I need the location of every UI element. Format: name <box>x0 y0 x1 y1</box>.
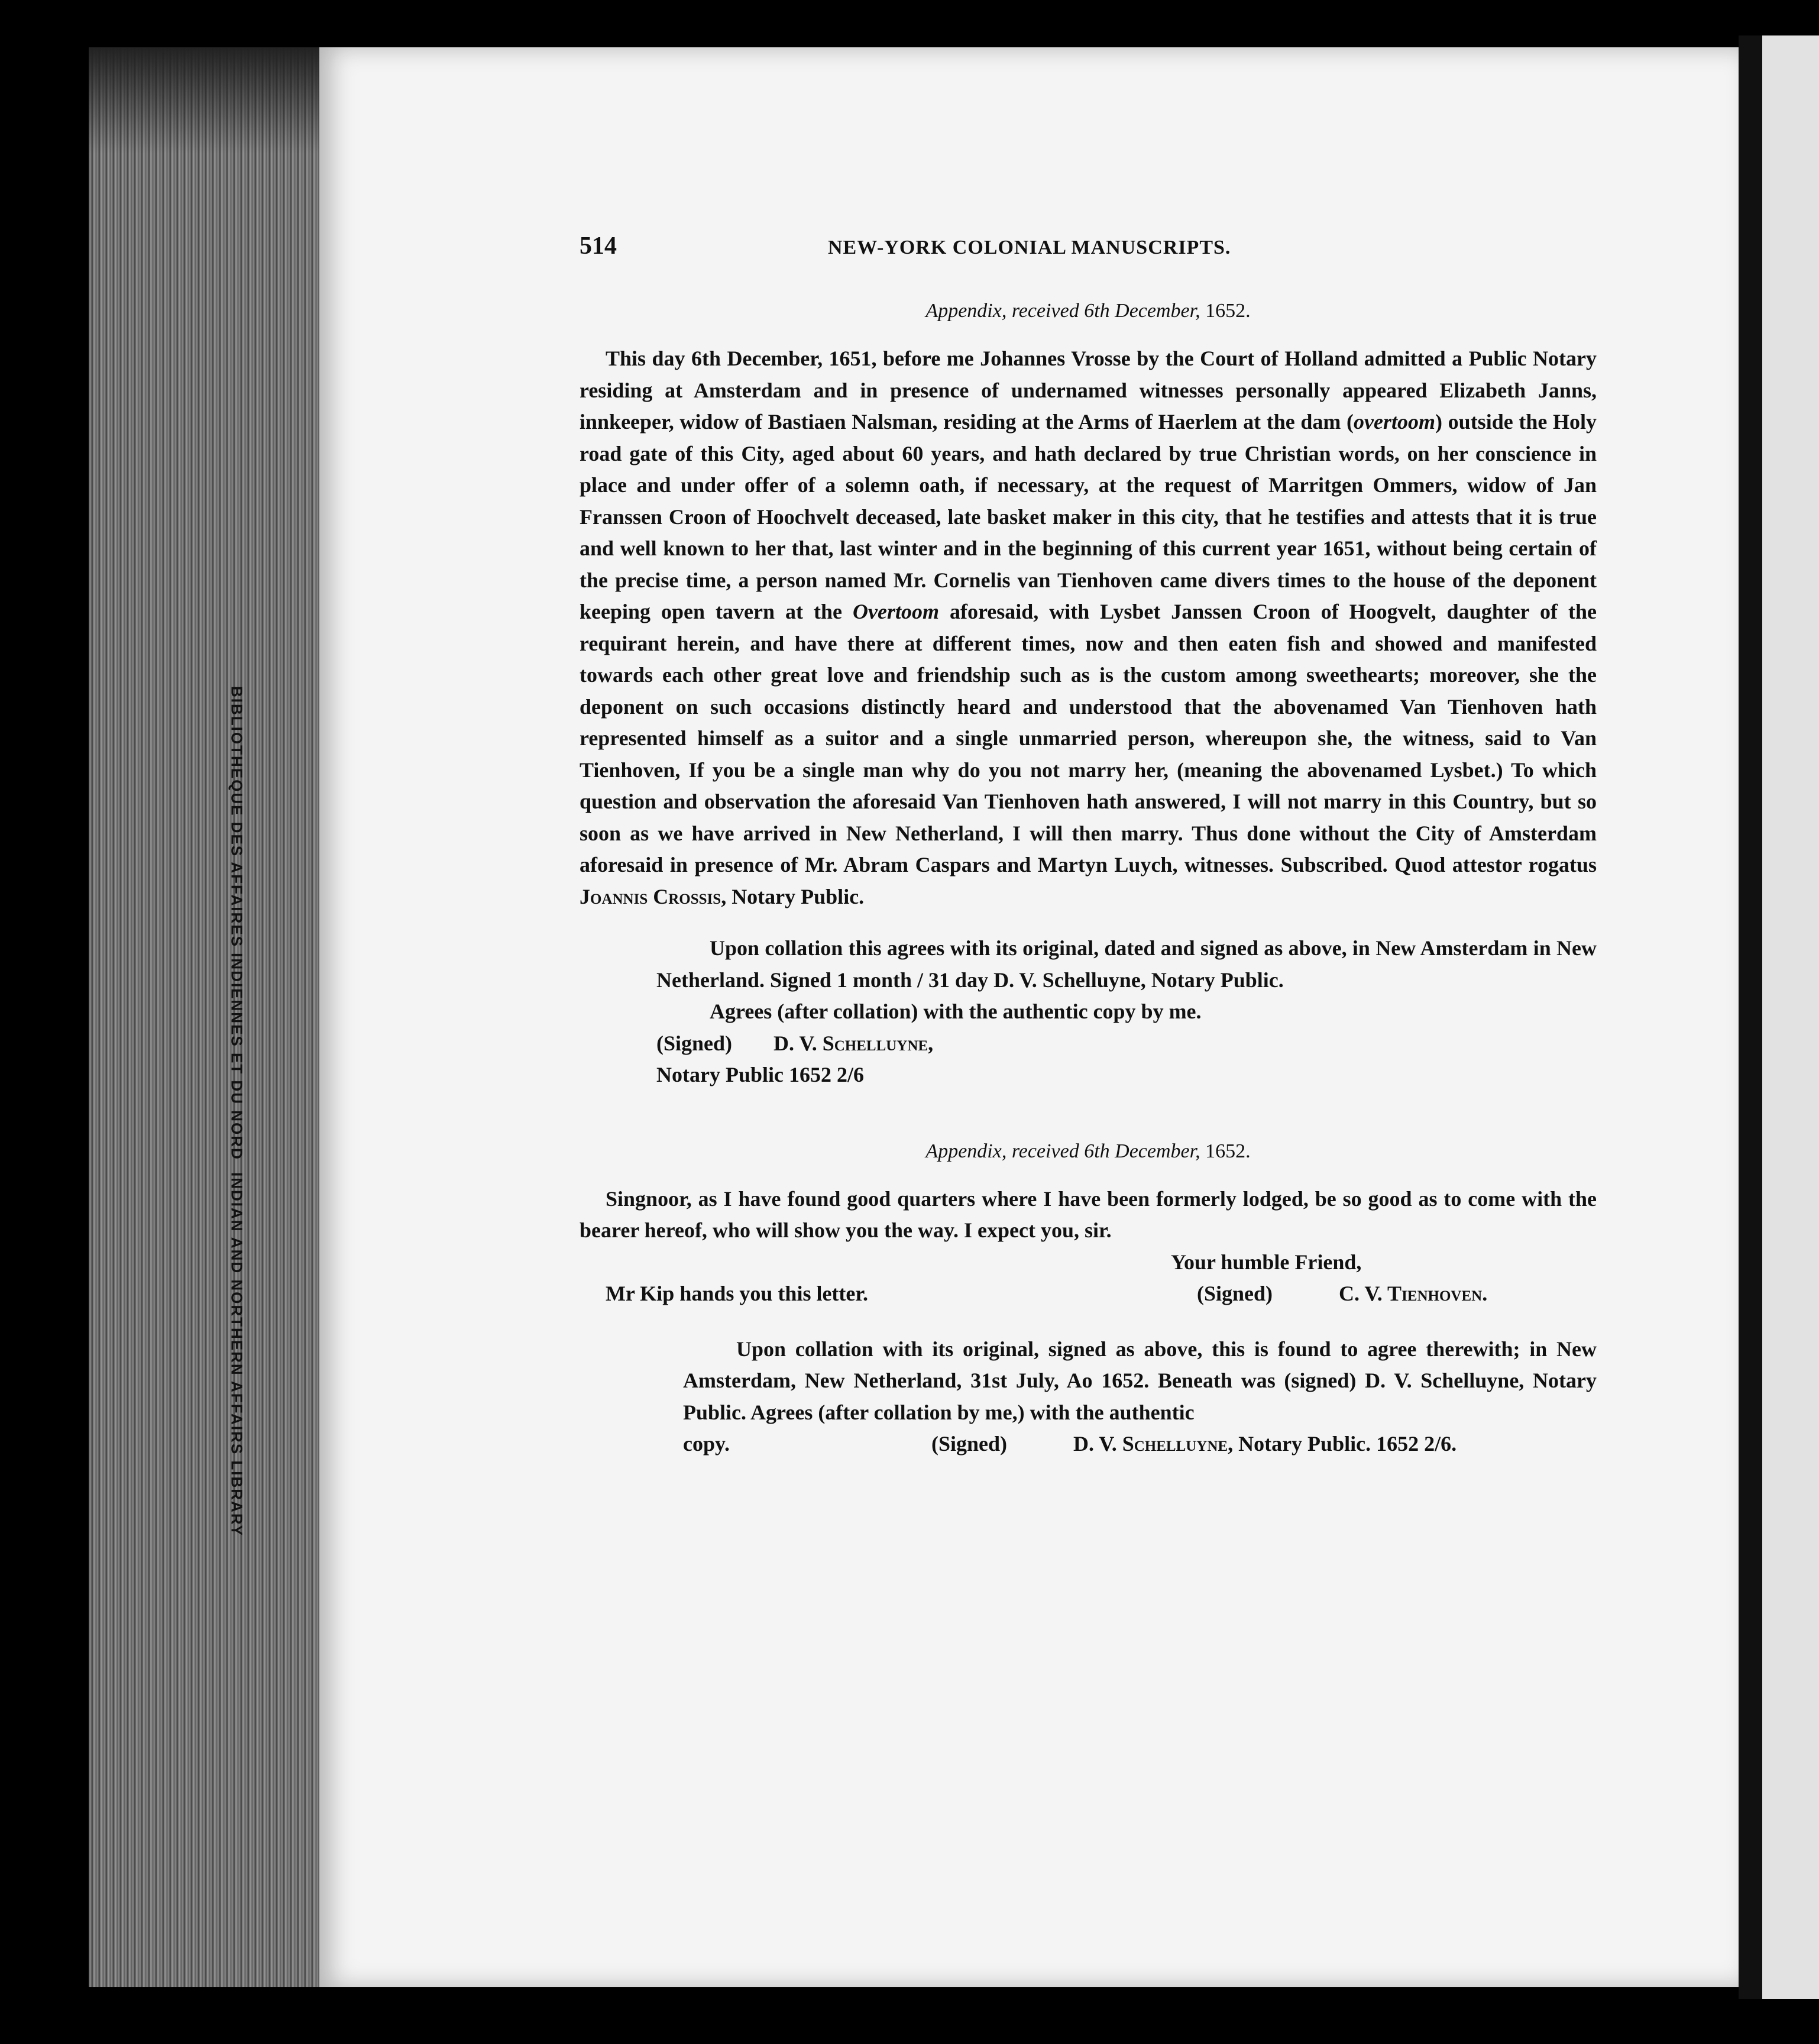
library-stamp-line2: INDIAN AND NORTHERN AFFAIRS LIBRARY <box>228 1172 246 1537</box>
signer-3 <box>1073 1428 1457 1460</box>
book-page-edge-shadow <box>89 47 325 154</box>
section-heading-2-italic: Appendix, received 6th December, <box>925 1140 1200 1162</box>
signer-3-rest: Notary Public. 1652 2/6. <box>1233 1432 1457 1456</box>
signed-label-2: (Signed) <box>1197 1282 1273 1305</box>
letter-signature-line <box>580 1278 1597 1310</box>
letter-closing: Your humble Friend, <box>1171 1250 1362 1274</box>
notary-name: Joannis Crossis <box>580 884 721 908</box>
deposition-paragraph <box>580 343 1597 913</box>
section-heading-1-italic: Appendix, received 6th December, <box>925 300 1200 322</box>
page-text <box>580 231 1597 1460</box>
page-number: 514 <box>580 232 617 260</box>
deposition-text-4: , Notary Public. <box>721 884 865 908</box>
section-heading-1-year: 1652. <box>1200 300 1251 322</box>
facing-page-gutter <box>1739 35 1762 1999</box>
running-head <box>580 231 1597 266</box>
facing-page <box>1762 35 1819 1999</box>
letter-paragraph: Singnoor, as I have found good quarters where I have been formerly lodged, be so good as to come with the bearer hereof, who will show you the way. I expect you, sir. <box>580 1186 1597 1242</box>
deposition-text-3: aforesaid, with Lysbet Janssen Croon of Hoogvelt, daughter of the requirant herein, and have there at different times, now and then eaten fish and showed and manifested towards each other great love and friendship such as is the custom among sweethearts; moreover, she the deponent on such occasions distinctly heard and understood that the abovenamed Van Tienhoven hath represented himself as a suitor and a single unmarried person, whereupon she, the witness, said to Van Tienhoven, If you be a single man why do you not marry her, (meaning the abovenamed Lysbet.) To which question and observation the aforesaid Van Tienhoven hath answered, I will not marry in this Country, but so soon as we have arrived in New Netherland, I will then marry. Thus done without the City of Amsterdam aforesaid in presence of Mr. Abram Caspars and Martyn Luych, witnesses. Subscribed. Quod attestor rogatus <box>580 600 1597 877</box>
deposition-text-1: This day 6th December, 1651, before me Johannes Vrosse by the Court of Holland admitted a Public Notary residing at Amsterdam and in presence of undernamed witnesses personally appeared Elizabeth Janns, innkeeper, widow of Bastiaen Nalsman, residing at the Arms of Haerlem at the dam ( <box>580 347 1597 434</box>
library-stamp-line1: BIBLIOTHEQUE DES AFFAIRES INDIENNES ET DU NORD <box>228 686 246 1160</box>
copy-word: copy. <box>683 1432 730 1456</box>
running-title: NEW-YORK COLONIAL MANUSCRIPTS. <box>828 237 1231 258</box>
document-page <box>319 47 1739 1987</box>
section-heading-1 <box>580 293 1597 329</box>
collation-block-2 <box>580 1334 1597 1460</box>
section-heading-2 <box>580 1134 1597 1169</box>
kip-note: Mr Kip hands you this letter. <box>606 1282 869 1305</box>
section-heading-2-year: 1652. <box>1200 1140 1251 1162</box>
signer-2: C. V. Tienhoven. <box>1339 1282 1488 1305</box>
collation-2-signature-line <box>683 1428 1597 1460</box>
library-stamp <box>201 686 272 1537</box>
collation-1-line1: Upon collation this agrees with its original, dated and signed as above, in New Amsterdam in New Netherland. Signed 1 month / 31 day D. V. Schelluyne, Notary Public. <box>656 936 1597 992</box>
signed-label-1: (Signed) <box>656 1031 733 1055</box>
collation-2-text: Upon collation with its original, signed as above, this is found to agree therewith; in New Amsterdam, New Netherland, 31st July, Ao 1652. Beneath was (signed) D. V. Schelluyne, Notary Public. Agrees (after collation by me,) with the authentic <box>683 1337 1597 1424</box>
collation-block-1 <box>580 933 1597 1091</box>
deposition-text-2: ) outside the Holy road gate of this City, aged about 60 years, and hath declared by true Christian words, on her conscience in place and under offer of a solemn oath, if necessary, at the request of Marritgen Ommers, widow of Jan Franssen Croon of Hoochvelt deceased, late basket maker in this city, that he testifies and attests that it is true and well known to her that, last winter and in the beginning of this current year 1651, without being certain of the precise time, a person named Mr. Cornelis van Tienhoven came divers times to the house of the deponent keeping open tavern at the <box>580 410 1597 623</box>
signature-line-1 <box>656 1028 1597 1060</box>
deposition-italic-overtoom-2: Overtoom <box>852 600 939 623</box>
signed-label-3: (Signed) <box>931 1432 1008 1456</box>
signer-1: D. V. Schelluyne, <box>773 1031 934 1055</box>
collation-1-line2: Agrees (after collation) with the authentic copy by me. <box>710 1000 1202 1023</box>
signer-1-title: Notary Public 1652 2/6 <box>656 1063 864 1086</box>
deposition-italic-overtoom: overtoom <box>1354 410 1436 434</box>
signer-3-name: D. V. Schelluyne, <box>1073 1432 1234 1456</box>
